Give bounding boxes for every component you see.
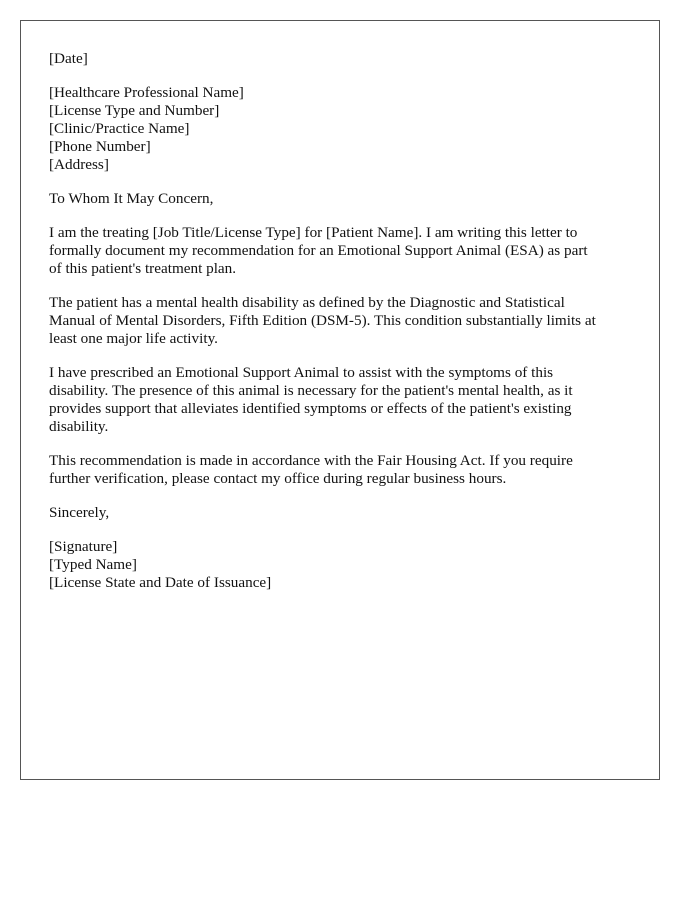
body-p4-line: further verification, please contact my office during regular business hours. <box>49 470 507 487</box>
body-p2-line: Manual of Mental Disorders, Fifth Edition (DSM-5). This condition substantially limits at <box>49 312 596 329</box>
body-p1-line: of this patient's treatment plan. <box>49 260 237 277</box>
body-p2-line: least one major life activity. <box>49 330 218 347</box>
salutation-block <box>49 190 641 208</box>
body-p3-line: I have prescribed an Emotional Support Animal to assist with the symptoms of this <box>49 364 554 381</box>
body-p3-line: disability. <box>49 418 109 435</box>
sender-practice-name: [Clinic/Practice Name] <box>49 120 190 137</box>
body-p3-line: provides support that alleviates identified symptoms or effects of the patient's existing <box>49 400 572 417</box>
sender-block <box>49 84 641 174</box>
license-state-date: [License State and Date of Issuance] <box>49 574 272 591</box>
sender-professional-name: [Healthcare Professional Name] <box>49 84 244 101</box>
body-paragraph-1 <box>49 224 641 278</box>
date-block <box>49 50 641 68</box>
body-paragraph-3 <box>49 364 641 436</box>
typed-name: [Typed Name] <box>49 556 137 573</box>
sender-license: [License Type and Number] <box>49 102 220 119</box>
closing: Sincerely, <box>49 504 110 521</box>
letter-content <box>49 50 641 608</box>
body-paragraph-2 <box>49 294 641 348</box>
signature-block <box>49 538 641 592</box>
signature-placeholder: [Signature] <box>49 538 118 555</box>
letter-date: [Date] <box>49 50 88 67</box>
body-p1-line: formally document my recommendation for an Emotional Support Animal (ESA) as part <box>49 242 588 259</box>
sender-phone: [Phone Number] <box>49 138 151 155</box>
sender-address: [Address] <box>49 156 109 173</box>
body-p2-line: The patient has a mental health disability as defined by the Diagnostic and Statistical <box>49 294 565 311</box>
closing-block <box>49 504 641 522</box>
body-paragraph-4 <box>49 452 641 488</box>
body-p1-line: I am the treating [Job Title/License Type] for [Patient Name]. I am writing this letter to <box>49 224 578 241</box>
body-p3-line: disability. The presence of this animal is necessary for the patient's mental health, as it <box>49 382 573 399</box>
letter-page <box>20 20 660 780</box>
body-p4-line: This recommendation is made in accordance with the Fair Housing Act. If you require <box>49 452 573 469</box>
salutation: To Whom It May Concern, <box>49 190 214 207</box>
